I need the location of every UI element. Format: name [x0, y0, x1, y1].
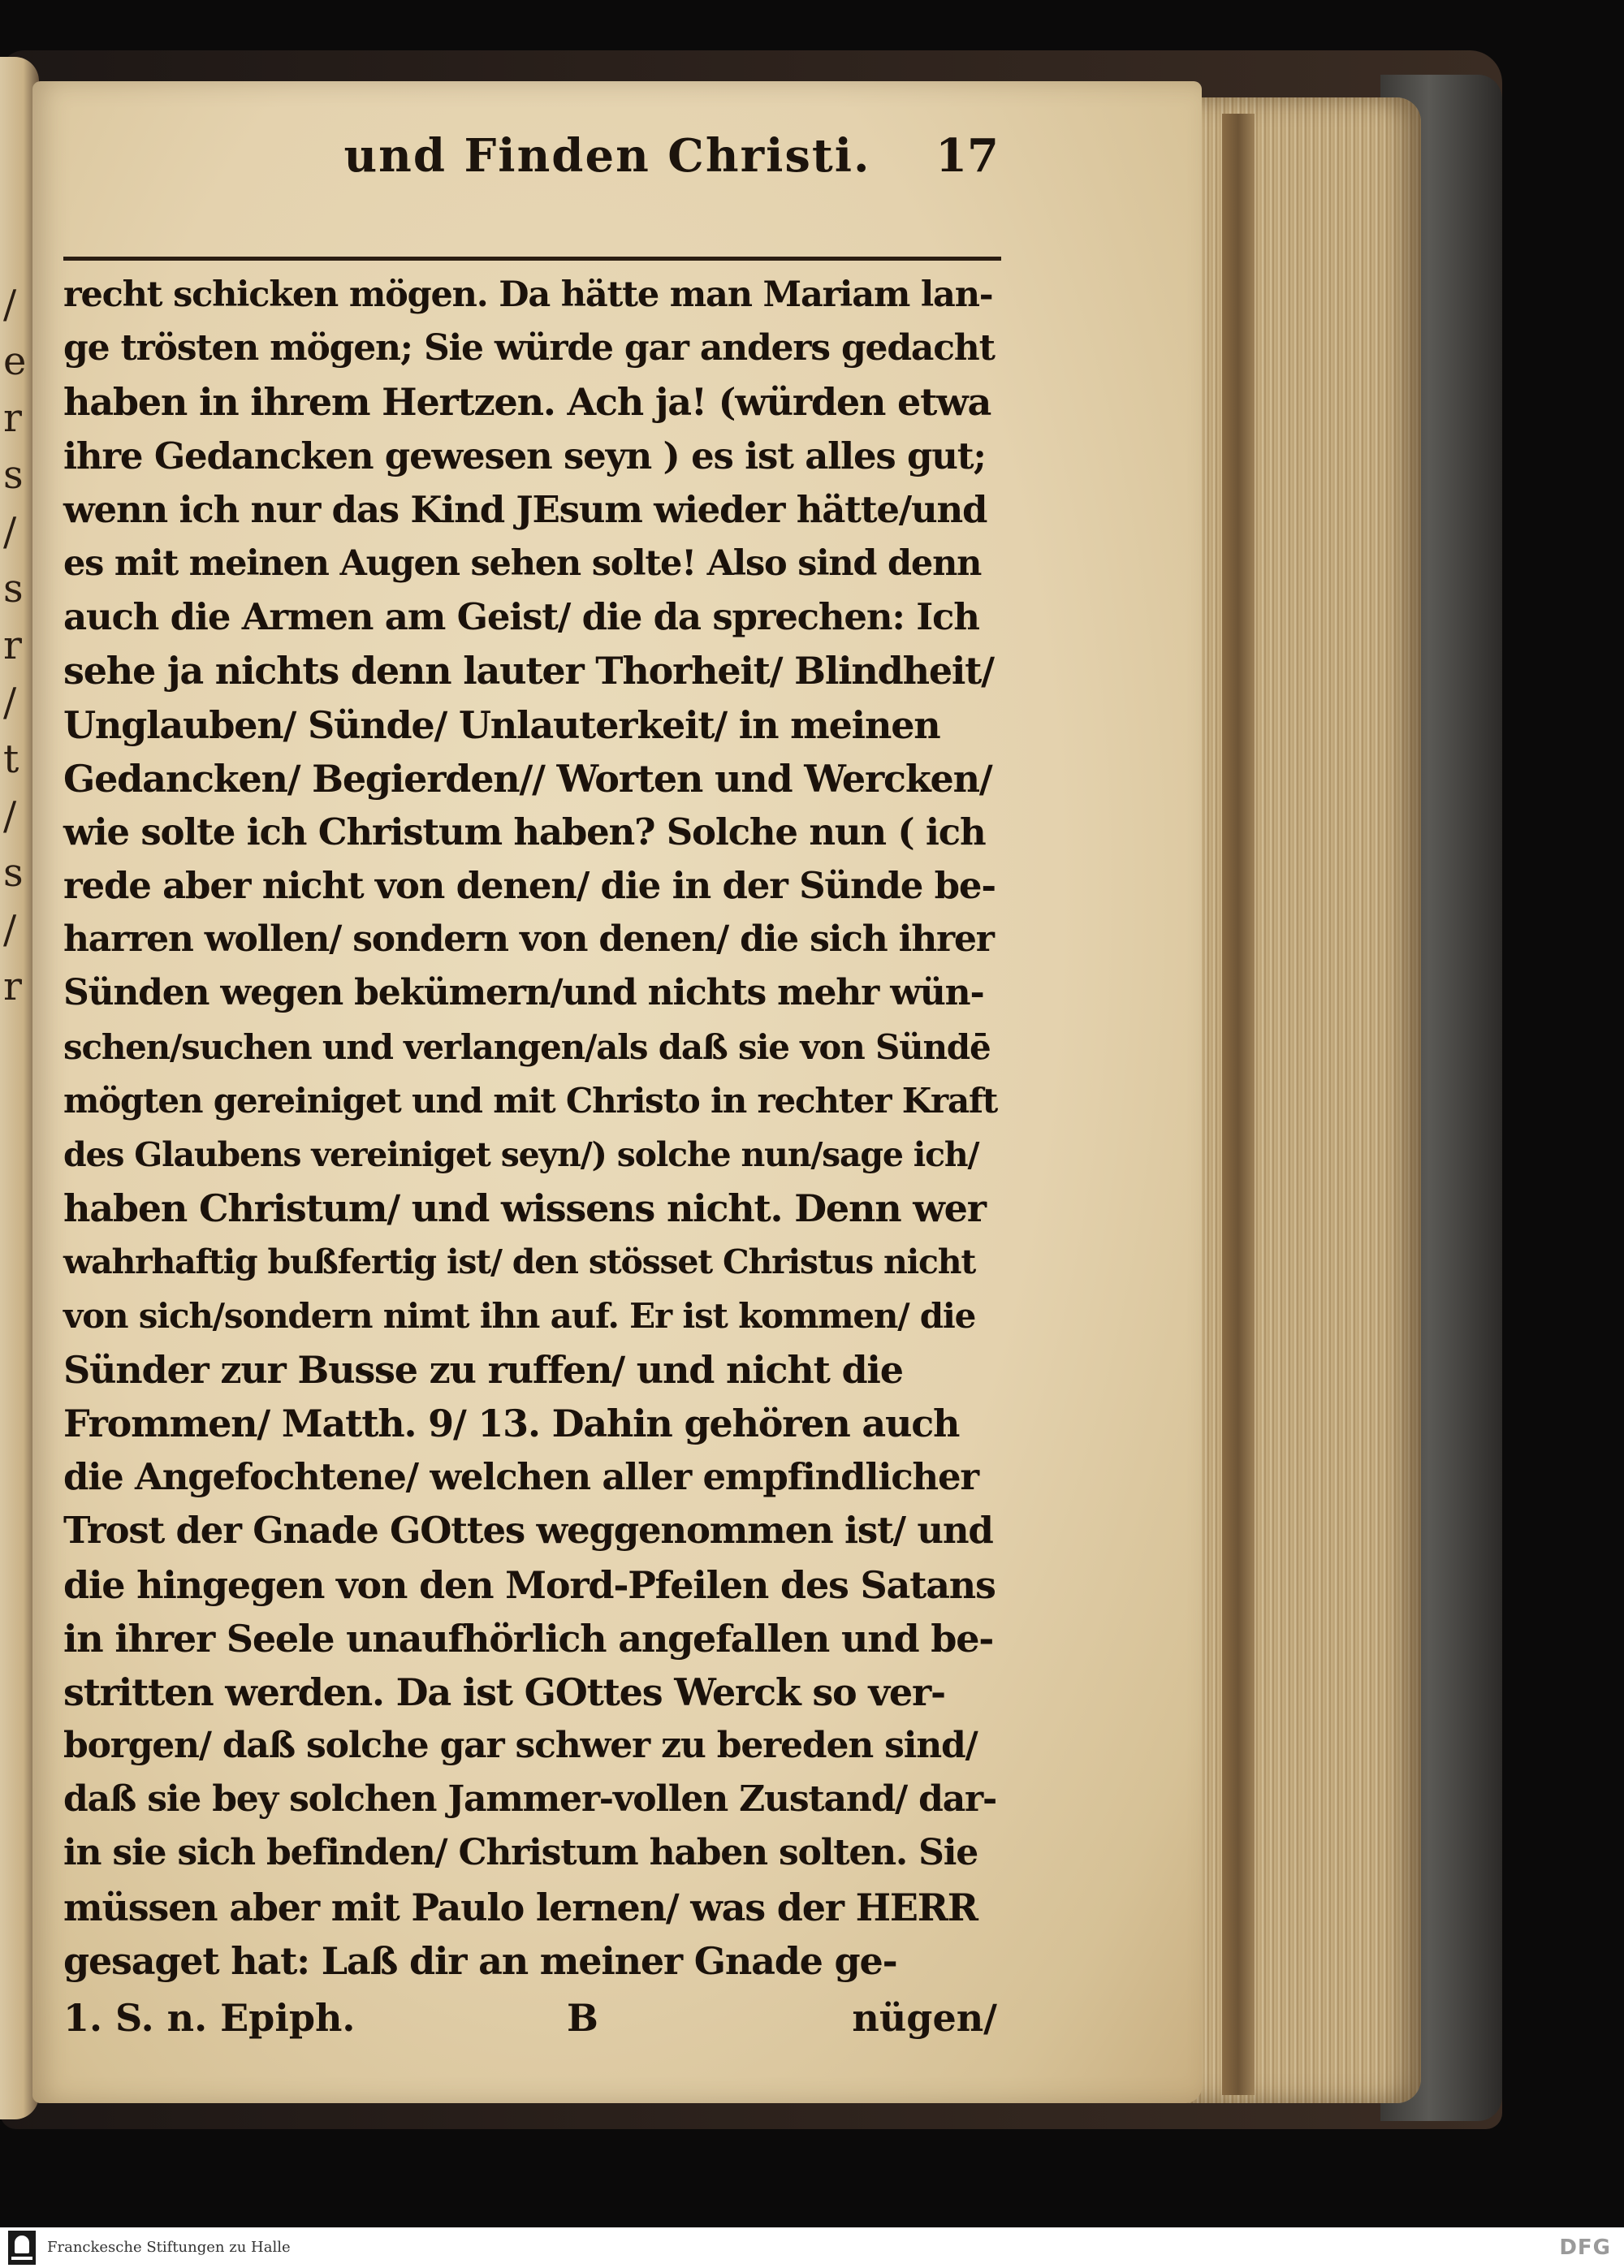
catchword: nügen/: [852, 1996, 997, 2040]
left-edge-char: /: [3, 680, 17, 725]
text-line: borgen/ daß solche gar schwer zu bereden sind/: [63, 1725, 978, 1767]
text-line: von sich/sondern nimt ihn auf. Er ist kommen/ die: [63, 1295, 976, 1336]
text-line: auch die Armen am Geist/ die da sprechen: Ich: [63, 595, 979, 639]
text-line: harren wollen/ sondern von denen/ die sich ihrer: [63, 918, 994, 961]
left-edge-char: /: [3, 509, 17, 555]
running-head: und Finden Christi.: [343, 129, 871, 183]
left-edge-char: r: [3, 964, 22, 1009]
left-edge-char: s: [3, 850, 24, 896]
signature-mark: 1. S. n. Epiph.: [63, 1996, 356, 2040]
left-edge-char: t: [3, 737, 19, 782]
institution-logo-icon: [8, 2231, 36, 2265]
dfg-logo: DFG: [1559, 2236, 1611, 2260]
left-page-edge-text: [3, 276, 28, 1015]
page-footer: [63, 1989, 997, 2046]
text-line: Trost der Gnade GOttes weggenommen ist/ und: [63, 1509, 993, 1553]
institution-name: Franckesche Stiftungen zu Halle: [47, 2239, 291, 2256]
text-line: Unglauben/ Sünde/ Unlauterkeit/ in meinen: [63, 702, 940, 747]
text-line: die hingegen von den Mord-Pfeilen des Satans: [63, 1562, 996, 1607]
body-text: [63, 268, 997, 1988]
text-line: in ihrer Seele unaufhörlich angefallen und be-: [63, 1616, 994, 1661]
text-line: Frommen/ Matth. 9/ 13. Dahin gehören auch: [63, 1401, 960, 1445]
text-line: wahrhaftig bußfertig ist/ den stösset Christus nicht: [63, 1242, 976, 1282]
left-edge-char: /: [3, 793, 17, 839]
left-edge-char: s: [3, 566, 24, 611]
header-rule: [63, 257, 1001, 261]
signature-letter: B: [567, 1996, 598, 2040]
text-line: ge trösten mögen; Sie würde gar anders gedacht: [63, 327, 995, 369]
text-line: die Angefochtene/ welchen aller empfindlicher: [63, 1455, 978, 1499]
page-number: 17: [935, 129, 999, 183]
text-line: haben in ihrem Hertzen. Ach ja! (würden etwa: [63, 380, 991, 425]
text-line: wie solte ich Christum haben? Solche nun ( ich: [63, 810, 986, 853]
text-line: haben Christum/ und wissens nicht. Denn wer: [63, 1186, 986, 1231]
text-line: recht schicken mögen. Da hätte man Mariam lan-: [63, 274, 993, 315]
left-edge-char: e: [3, 339, 27, 384]
text-line: ihre Gedancken gewesen seyn ) es ist alles gut;: [63, 434, 986, 477]
text-line: mögten gereiniget und mit Christo in rechter Kraft: [63, 1080, 998, 1121]
text-line: in sie sich befinden/ Christum haben solten. Sie: [63, 1832, 978, 1874]
text-line: es mit meinen Augen sehen solte! Also sind denn: [63, 542, 982, 584]
left-edge-char: r: [3, 395, 22, 441]
text-line: schen/suchen und verlangen/als daß sie von Sündē: [63, 1026, 991, 1067]
text-line: Sünder zur Busse zu ruffen/ und nicht die: [63, 1347, 903, 1392]
left-edge-char: /: [3, 282, 17, 327]
text-line: rede aber nicht von denen/ die in der Sünde be-: [63, 864, 996, 908]
page-header: [63, 115, 999, 197]
text-line: müssen aber mit Paulo lernen/ was der HERR: [63, 1885, 978, 1929]
text-line: Sünden wegen bekümern/und nichts mehr wün-: [63, 972, 984, 1014]
left-edge-char: /: [3, 907, 17, 953]
text-line: sehe ja nichts denn lauter Thorheit/ Blindheit/: [63, 649, 994, 693]
text-line: des Glaubens vereiniget seyn/) solche nun/sage ich/: [63, 1135, 979, 1174]
text-line: gesaget hat: Laß dir an meiner Gnade ge-: [63, 1938, 897, 1983]
text-line: daß sie bey solchen Jammer-vollen Zustand/ dar-: [63, 1778, 997, 1821]
footer-bar: [0, 2227, 1624, 2268]
left-edge-char: s: [3, 452, 24, 498]
left-edge-char: r: [3, 623, 22, 668]
page-stack-shadow: [1222, 114, 1255, 2095]
text-line: wenn ich nur das Kind JEsum wieder hätte/und: [63, 487, 987, 531]
text-line: stritten werden. Da ist GOttes Werck so ver-: [63, 1670, 945, 1714]
text-line: Gedancken/ Begierden// Worten und Wercken/: [63, 756, 992, 801]
